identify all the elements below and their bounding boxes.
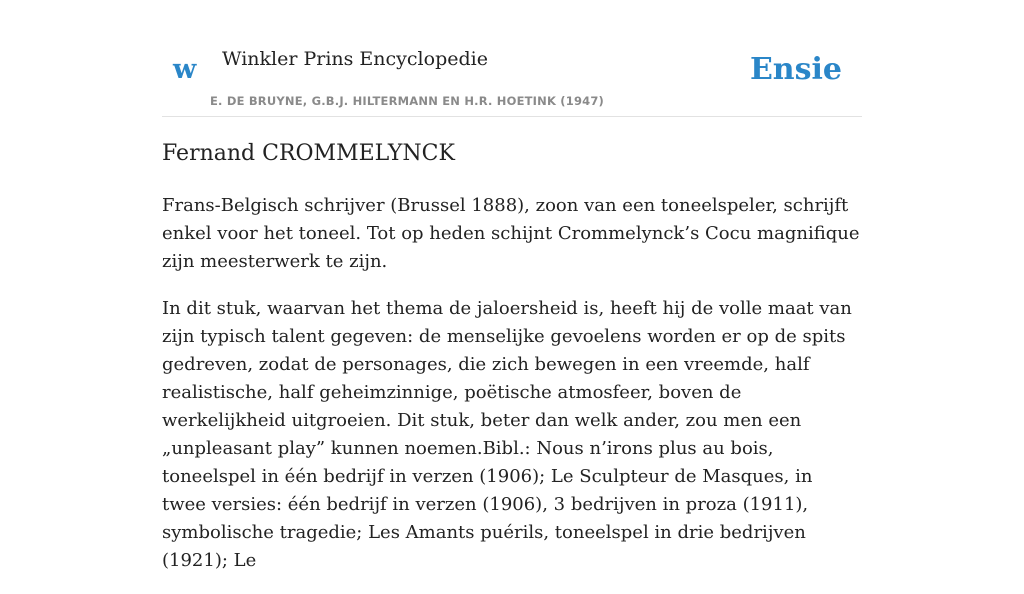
article-paragraph-2: In dit stuk, waarvan het thema de jaloersheid is, heeft hij de volle maat van zijn typisch talent gegeven: de menselijke gevoelens worden er op de spits gedreven, zodat de personages, die zich bewegen in een vreemde, half realistische, half geheimzinnige, poëtische atmosfeer, boven de werkelijkheid uitgroeien. Dit stuk, beter dan welk ander, zou men een „unpleasant play” kunnen noemen.Bibl.: Nous n’irons plus au bois, toneelspel in één bedrijf in verzen (1906); Le Sculpteur de Masques, in twee versies: één bedrijf in verzen (1906), 3 bedrijven in proza (1911), symbolische tragedie; Les Amants puérils, toneelspel in drie bedrijven (1921); Le <box>162 298 852 571</box>
site-logo-icon[interactable]: w <box>173 54 197 85</box>
article-body <box>162 192 862 594</box>
article-paragraph-1: Frans-Belgisch schrijver (Brussel 1888), zoon van een toneelspeler, schrijft enkel voor het toneel. Tot op heden schijnt Crommelynck’s Cocu magnifique zijn meesterwerk te zijn. <box>162 195 860 272</box>
ensie-brand-link[interactable]: Ensie <box>749 52 842 87</box>
authors-line: E. DE BRUYNE, G.B.J. HILTERMANN EN H.R. HOETINK (1947) <box>210 94 605 108</box>
article-title: Fernand CROMMELYNCK <box>162 141 455 166</box>
site-header <box>162 0 862 117</box>
site-title-link[interactable]: Winkler Prins Encyclopedie <box>222 48 488 70</box>
